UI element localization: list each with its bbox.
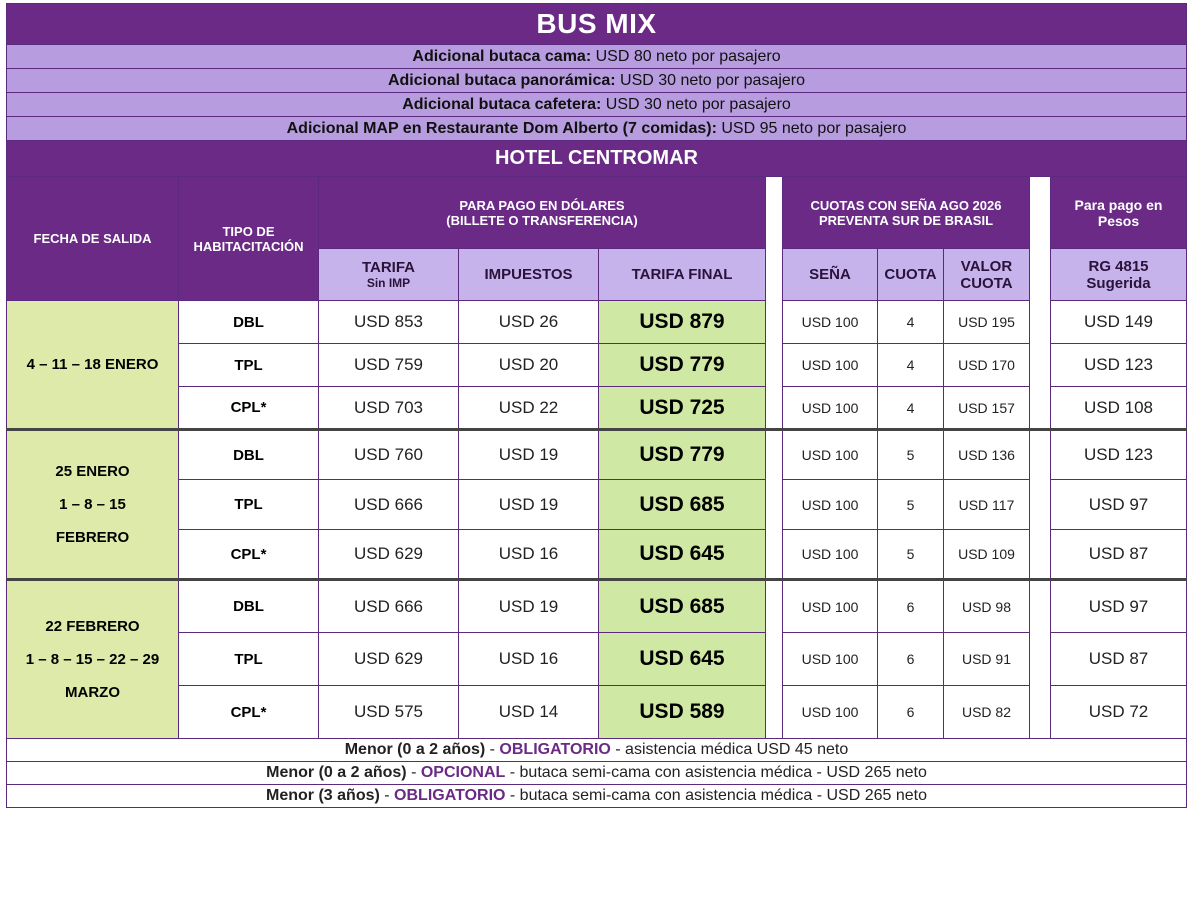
impuestos-cell: USD 22 [459,387,599,430]
header-dolares: PARA PAGO EN DÓLARES (BILLETE O TRANSFERENCIA) [319,177,766,249]
sena-cell: USD 100 [783,344,878,387]
cuota-cell: 4 [878,301,944,344]
cuota-cell: 5 [878,480,944,530]
impuestos-cell: USD 14 [459,686,599,739]
page-title: BUS MIX [7,4,1187,45]
room-type-cell: TPL [179,480,319,530]
extra-row: Adicional butaca panorámica: USD 30 neto por pasajero [7,69,1187,93]
header-sena: SEÑA [783,249,878,301]
tarifa-final-cell: USD 879 [599,301,766,344]
room-type-cell: TPL [179,633,319,686]
pesos-cell: USD 123 [1051,344,1187,387]
pesos-cell: USD 149 [1051,301,1187,344]
departure-date-cell [7,430,179,580]
table-row [7,344,1187,387]
sena-cell: USD 100 [783,480,878,530]
departure-date-line: 4 – 11 – 18 ENERO [26,355,159,373]
sena-cell: USD 100 [783,580,878,633]
header-pesos: Para pago en Pesos [1051,177,1187,249]
header-impuestos: IMPUESTOS [459,249,599,301]
pesos-cell: USD 108 [1051,387,1187,430]
footer-note: Menor (0 a 2 años) - OPCIONAL - butaca semi-cama con asistencia médica - USD 265 neto [7,762,1187,785]
tarifa-final-cell: USD 725 [599,387,766,430]
valor-cuota-cell: USD 109 [944,530,1030,580]
cuota-cell: 5 [878,530,944,580]
tarifa-final-cell: USD 645 [599,633,766,686]
tarifa-final-cell: USD 685 [599,580,766,633]
room-type-cell: DBL [179,580,319,633]
departure-date-line: 22 FEBRERO [45,617,140,635]
valor-cuota-cell: USD 98 [944,580,1030,633]
header-rg: RG 4815 Sugerida [1051,249,1187,301]
departure-date-line: FEBRERO [55,529,130,547]
rates-table [6,3,1187,808]
column-spacer [766,480,783,530]
impuestos-cell: USD 19 [459,430,599,480]
header-tarifa: TARIFA Sin IMP [319,249,459,301]
sena-cell: USD 100 [783,301,878,344]
tarifa-cell: USD 759 [319,344,459,387]
header-cuota: CUOTA [878,249,944,301]
column-spacer [766,301,783,344]
pesos-cell: USD 97 [1051,480,1187,530]
room-type-cell: TPL [179,344,319,387]
departure-date-line: 1 – 8 – 15 – 22 – 29 [25,650,160,668]
column-spacer [1030,530,1051,580]
column-spacer [1030,387,1051,430]
tarifa-final-cell: USD 685 [599,480,766,530]
column-spacer [766,177,783,301]
impuestos-cell: USD 16 [459,530,599,580]
impuestos-cell: USD 20 [459,344,599,387]
table-row [7,387,1187,430]
table-row [7,530,1187,580]
cuota-cell: 4 [878,387,944,430]
cuota-cell: 6 [878,686,944,739]
cuota-cell: 6 [878,580,944,633]
room-type-cell: CPL* [179,686,319,739]
tarifa-cell: USD 575 [319,686,459,739]
sena-cell: USD 100 [783,633,878,686]
impuestos-cell: USD 19 [459,480,599,530]
valor-cuota-cell: USD 157 [944,387,1030,430]
column-spacer [766,344,783,387]
column-spacer [766,580,783,633]
column-spacer [766,387,783,430]
pesos-cell: USD 97 [1051,580,1187,633]
header-fecha: FECHA DE SALIDA [7,177,179,301]
tarifa-cell: USD 760 [319,430,459,480]
hotel-title: HOTEL CENTROMAR [7,141,1187,177]
tarifa-final-cell: USD 779 [599,430,766,480]
pesos-cell: USD 123 [1051,430,1187,480]
column-spacer [766,530,783,580]
column-spacer [1030,430,1051,480]
valor-cuota-cell: USD 82 [944,686,1030,739]
footer-note: Menor (3 años) - OBLIGATORIO - butaca semi-cama con asistencia médica - USD 265 neto [7,785,1187,808]
extra-row: Adicional butaca cafetera: USD 30 neto por pasajero [7,93,1187,117]
sena-cell: USD 100 [783,530,878,580]
pesos-cell: USD 72 [1051,686,1187,739]
tarifa-final-cell: USD 779 [599,344,766,387]
tarifa-cell: USD 666 [319,580,459,633]
column-spacer [1030,480,1051,530]
extra-row: Adicional butaca cama: USD 80 neto por pasajero [7,45,1187,69]
departure-date-line: 25 ENERO [55,462,130,480]
extra-row: Adicional MAP en Restaurante Dom Alberto (7 comidas): USD 95 neto por pasajero [7,117,1187,141]
impuestos-cell: USD 19 [459,580,599,633]
tarifa-cell: USD 666 [319,480,459,530]
column-spacer [766,686,783,739]
column-spacer [1030,686,1051,739]
departure-date-line: MARZO [65,684,120,702]
cuota-cell: 5 [878,430,944,480]
valor-cuota-cell: USD 170 [944,344,1030,387]
table-row [7,686,1187,739]
column-spacer [1030,633,1051,686]
room-type-cell: CPL* [179,387,319,430]
tarifa-cell: USD 703 [319,387,459,430]
valor-cuota-cell: USD 91 [944,633,1030,686]
table-row [7,580,1187,633]
valor-cuota-cell: USD 136 [944,430,1030,480]
impuestos-cell: USD 16 [459,633,599,686]
cuota-cell: 4 [878,344,944,387]
column-spacer [1030,580,1051,633]
tarifa-cell: USD 629 [319,633,459,686]
header-valor-cuota: VALOR CUOTA [944,249,1030,301]
departure-date-cell [7,301,179,430]
room-type-cell: DBL [179,301,319,344]
room-type-cell: CPL* [179,530,319,580]
footer-note: Menor (0 a 2 años) - OBLIGATORIO - asistencia médica USD 45 neto [7,739,1187,762]
tarifa-final-cell: USD 645 [599,530,766,580]
sena-cell: USD 100 [783,686,878,739]
header-cuotas: CUOTAS CON SEÑA AGO 2026 PREVENTA SUR DE BRASIL [783,177,1030,249]
room-type-cell: DBL [179,430,319,480]
table-row [7,633,1187,686]
pesos-cell: USD 87 [1051,633,1187,686]
table-row [7,430,1187,480]
column-spacer [1030,344,1051,387]
header-tarifa-final: TARIFA FINAL [599,249,766,301]
tarifa-cell: USD 629 [319,530,459,580]
sena-cell: USD 100 [783,387,878,430]
table-row [7,301,1187,344]
tarifa-final-cell: USD 589 [599,686,766,739]
column-spacer [766,430,783,480]
pesos-cell: USD 87 [1051,530,1187,580]
header-tipo: TIPO DE HABITACITACIÓN [179,177,319,301]
sena-cell: USD 100 [783,430,878,480]
departure-date-cell [7,580,179,739]
valor-cuota-cell: USD 195 [944,301,1030,344]
table-row [7,480,1187,530]
tarifa-cell: USD 853 [319,301,459,344]
impuestos-cell: USD 26 [459,301,599,344]
departure-date-line: 1 – 8 – 15 [59,495,126,513]
column-spacer [1030,301,1051,344]
column-spacer [1030,177,1051,301]
cuota-cell: 6 [878,633,944,686]
column-spacer [766,633,783,686]
valor-cuota-cell: USD 117 [944,480,1030,530]
